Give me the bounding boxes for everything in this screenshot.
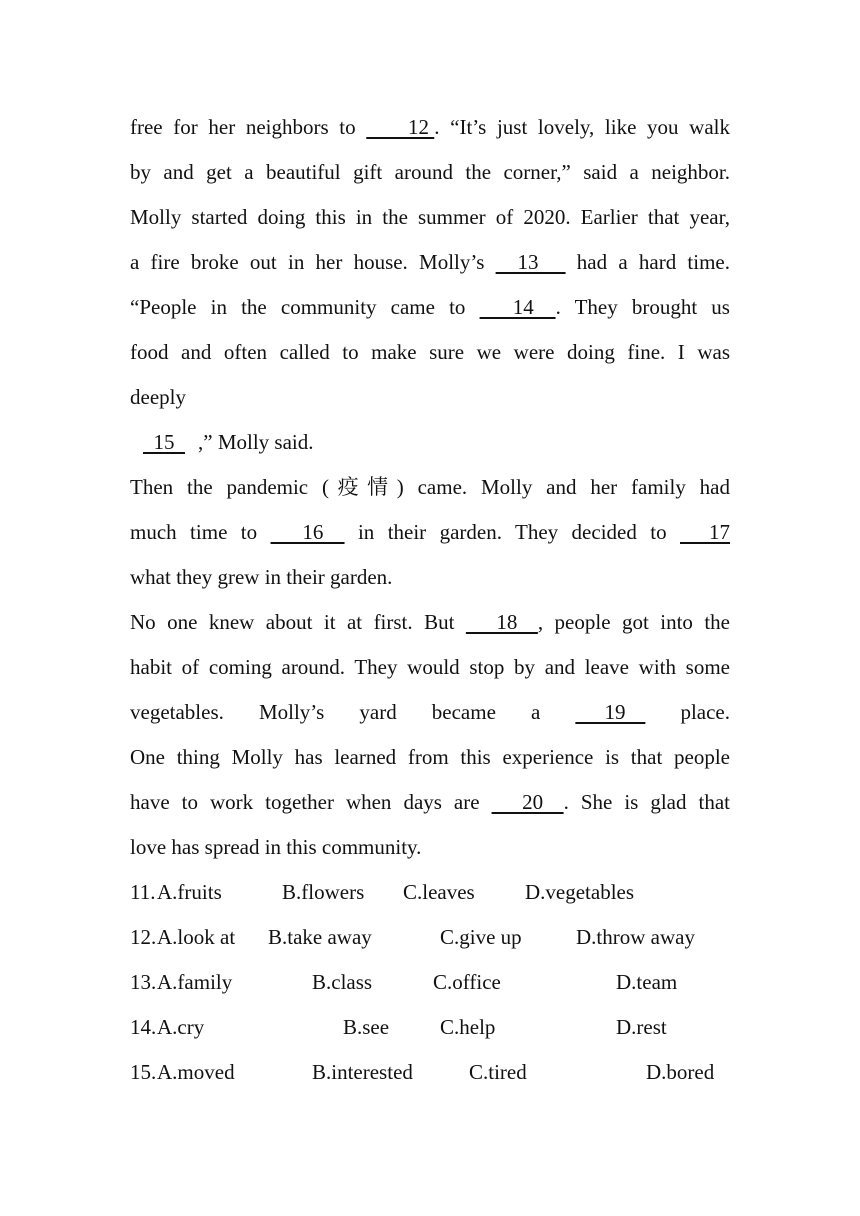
answer-option: A.moved (157, 1060, 235, 1084)
question-number: 12. (130, 925, 157, 949)
passage-line (130, 825, 730, 870)
answer-option: C.help (440, 1015, 496, 1039)
passage-text: ,” Molly said. (198, 430, 314, 454)
answer-option: B.interested (312, 1060, 413, 1084)
answer-option: C.leaves (403, 880, 475, 904)
passage-line (130, 645, 730, 690)
answer-option: C.tired (469, 1060, 527, 1084)
passage-text: food and often called to make sure we were doing fine. I was (130, 340, 730, 364)
passage-text: what they grew in their garden. (130, 565, 393, 589)
passage-line (130, 510, 730, 555)
passage-line (130, 555, 730, 600)
passage-line (130, 690, 730, 735)
passage-text: . “It’s just lovely, like you walk (434, 115, 730, 139)
passage-text: habit of coming around. They would stop by and leave with some (130, 655, 730, 679)
passage-line (130, 780, 730, 825)
answer-option: A.family (157, 970, 233, 994)
passage-line (130, 375, 730, 420)
passage-text: No one knew about it at first. But (130, 610, 466, 634)
question-number: 14. (130, 1015, 157, 1039)
passage-line (130, 195, 730, 240)
answer-option: D.throw away (576, 925, 695, 949)
question-number: 15. (130, 1060, 157, 1084)
passage-text: in their garden. They decided to (344, 520, 680, 544)
answer-option: A.fruits (157, 880, 222, 904)
answer-option: A.look at (157, 925, 236, 949)
answer-option: B.see (343, 1015, 390, 1039)
answer-blank: 18 (465, 610, 538, 634)
passage-text: Then the pandemic (疫情) came. Molly and her family had (130, 475, 730, 499)
answer-blank: 16 (270, 520, 345, 544)
passage-line (130, 240, 730, 285)
passage-line (130, 150, 730, 195)
answer-option: D.rest (616, 1015, 667, 1039)
answer-option: D.vegetables (525, 880, 635, 904)
passage-text: by and get a beautiful gift around the corner,” said a neighbor. (130, 160, 730, 184)
passage-text: had a hard time. (565, 250, 730, 274)
answer-blank: 13 (495, 250, 566, 274)
answer-option: A.cry (157, 1015, 205, 1039)
passage-text: have to work together when days are (130, 790, 492, 814)
passage-text: place. (645, 700, 730, 724)
answer-blank: 14 (479, 295, 556, 319)
answer-option: C.give up (440, 925, 522, 949)
answer-blank: 12 (366, 115, 435, 139)
answer-blank: 20 (491, 790, 564, 814)
passage-text: much time to (130, 520, 271, 544)
answer-option: B.flowers (282, 880, 365, 904)
answer-option: D.team (616, 970, 678, 994)
passage-line (130, 420, 730, 465)
answer-blank: 19 (575, 700, 646, 724)
passage-text: a fire broke out in her house. Molly’s (130, 250, 496, 274)
passage-text: Molly started doing this in the summer of 2020. Earlier that year, (130, 205, 730, 229)
question-number: 13. (130, 970, 157, 994)
passage-text: . She is glad that (563, 790, 730, 814)
answer-blank: 15 (143, 430, 185, 454)
answer-blank: 17 (680, 520, 730, 544)
passage-line (130, 465, 730, 510)
passage-line (130, 735, 730, 780)
question-number: 11. (130, 880, 156, 904)
passage-text: love has spread in this community. (130, 835, 422, 859)
passage-text: One thing Molly has learned from this experience is that people (130, 745, 730, 769)
passage-line (130, 105, 730, 150)
passage-line (130, 285, 730, 330)
passage-line (130, 330, 730, 375)
answer-option: C.office (433, 970, 501, 994)
passage-text: “People in the community came to (130, 295, 480, 319)
answer-option: B.take away (268, 925, 372, 949)
passage-text: free for her neighbors to (130, 115, 367, 139)
passage-line (130, 600, 730, 645)
answer-option: B.class (312, 970, 373, 994)
passage-text: , people got into the (537, 610, 731, 634)
passage-text: deeply (130, 385, 186, 409)
answer-option: D.bored (646, 1060, 715, 1084)
passage-text: . They brought us (555, 295, 730, 319)
passage-text: vegetables. Molly’s yard became a (130, 700, 576, 724)
